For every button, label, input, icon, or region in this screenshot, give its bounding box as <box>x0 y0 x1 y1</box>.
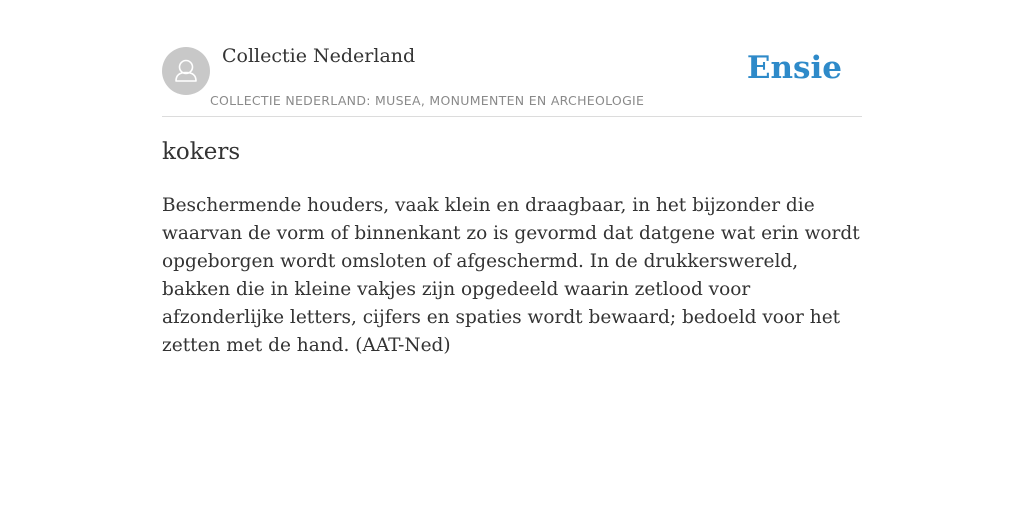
user-icon <box>162 47 210 95</box>
entry-card <box>162 0 862 512</box>
brand-logo[interactable]: Ensie <box>746 50 842 86</box>
entry-definition: Beschermende houders, vaak klein en draagbaar, in het bijzonder die waarvan de vorm of binnenkant zo is gevormd dat datgene wat erin wordt opgeborgen wordt omsloten of afgeschermd. In de drukkerswereld, bakken die in kleine vakjes zijn opgedeeld waarin zetlood voor afzonderlijke letters, cijfers en spaties wordt bewaard; bedoeld voor het zetten met de hand. (AAT-Ned) <box>162 195 860 356</box>
avatar[interactable] <box>162 47 210 95</box>
source-name[interactable]: COLLECTIE NEDERLAND: MUSEA, MONUMENTEN EN ARCHEOLOGIE <box>210 93 645 108</box>
author-name[interactable]: Collectie Nederland <box>222 45 416 67</box>
entry-term: kokers <box>162 139 241 165</box>
entry-header <box>162 0 862 117</box>
